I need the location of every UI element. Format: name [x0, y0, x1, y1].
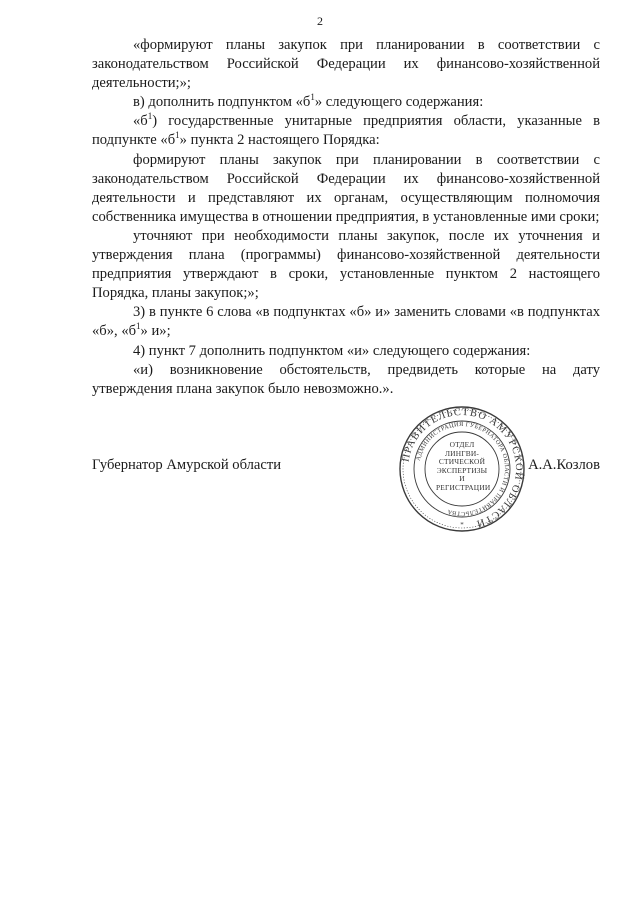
body-paragraph [92, 112, 600, 150]
body-paragraph [92, 342, 600, 361]
stamp-center-line: СТИЧЕСКОЙ [438, 457, 486, 467]
page-number: 2 [317, 14, 323, 28]
paragraph-text: » следующего содержания: [314, 94, 484, 111]
body-paragraph [92, 93, 600, 112]
paragraph-text: 4) пункт 7 дополнить подпунктом «и» следующего содержания: [133, 342, 531, 359]
paragraph-text: «б [133, 113, 148, 130]
body-paragraph [92, 151, 600, 227]
body-paragraph [92, 361, 600, 399]
stamp-center-line: ЛИНГВИ- [444, 448, 480, 458]
superscript: 1 [310, 92, 315, 103]
body-paragraph [92, 227, 600, 303]
superscript: 1 [175, 130, 180, 141]
svg-text:ПРАВИТЕЛЬСТВО АМУРСКОЙ ОБЛАСТИ: ПРАВИТЕЛЬСТВО АМУРСКОЙ ОБЛАСТИ [400, 406, 525, 530]
paragraph-text: » и»; [140, 323, 171, 340]
body-paragraph [92, 36, 600, 93]
stamp-center-line: ЭКСПЕРТИЗЫ И [436, 465, 488, 484]
paragraph-text: 3) в пункте 6 слова «в подпунктах «б» и» заменить словами «в подпунктах «б», «б [92, 304, 600, 340]
paragraph-text: ) государственные унитарные предприятия области, указанные в подпункте «б [92, 113, 600, 149]
paragraph-text: «и) возникновение обстоятельств, предвидеть которые на дату утверждения плана закупок было невозможно.». [92, 361, 600, 397]
paragraph-text: «формируют планы закупок при планировании в соответствии с законодательством Российской Федерации их финансово-хозяйственной деятельности;»; [92, 37, 600, 92]
superscript: 1 [136, 321, 141, 332]
body-paragraph [92, 303, 600, 341]
official-stamp [398, 405, 526, 533]
svg-text:*: * [460, 521, 464, 529]
superscript: 1 [147, 111, 153, 122]
paragraph-text: » пункта 2 настоящего Порядка: [179, 132, 380, 149]
stamp-center-text [436, 440, 491, 493]
document-body [92, 36, 600, 399]
paragraph-text: в) дополнить подпунктом «б [133, 94, 311, 111]
paragraph-text: уточняют при необходимости планы закупок, после их уточнения и утверждения плана (программы) финансово-хозяйственной деятельности предприятия утверждают в сроки, установленные пунктом 2 настоящего Порядка, планы закупок;»; [92, 227, 600, 302]
stamp-center-line: ОТДЕЛ [449, 440, 475, 449]
svg-text:АДМИНИСТРАЦИЯ ГУБЕРНАТОРА ОБЛА: АДМИНИСТРАЦИЯ ГУБЕРНАТОРА ОБЛАСТИ И ПРАВИТЕЛЬСТВА [414, 420, 511, 518]
signatory-name: А.А.Козлов [528, 457, 600, 473]
stamp-center-line: РЕГИСТРАЦИИ [436, 482, 491, 492]
paragraph-text: формируют планы закупок при планировании в соответствии с законодательством Российской Федерации их финансово-хозяйственной деятельности и представляют их органам, осуществляющим полномочия собственника имущества в отношении предприятия, в установленные ими сроки; [92, 151, 600, 225]
signatory-title: Губернатор Амурской области [92, 457, 282, 473]
